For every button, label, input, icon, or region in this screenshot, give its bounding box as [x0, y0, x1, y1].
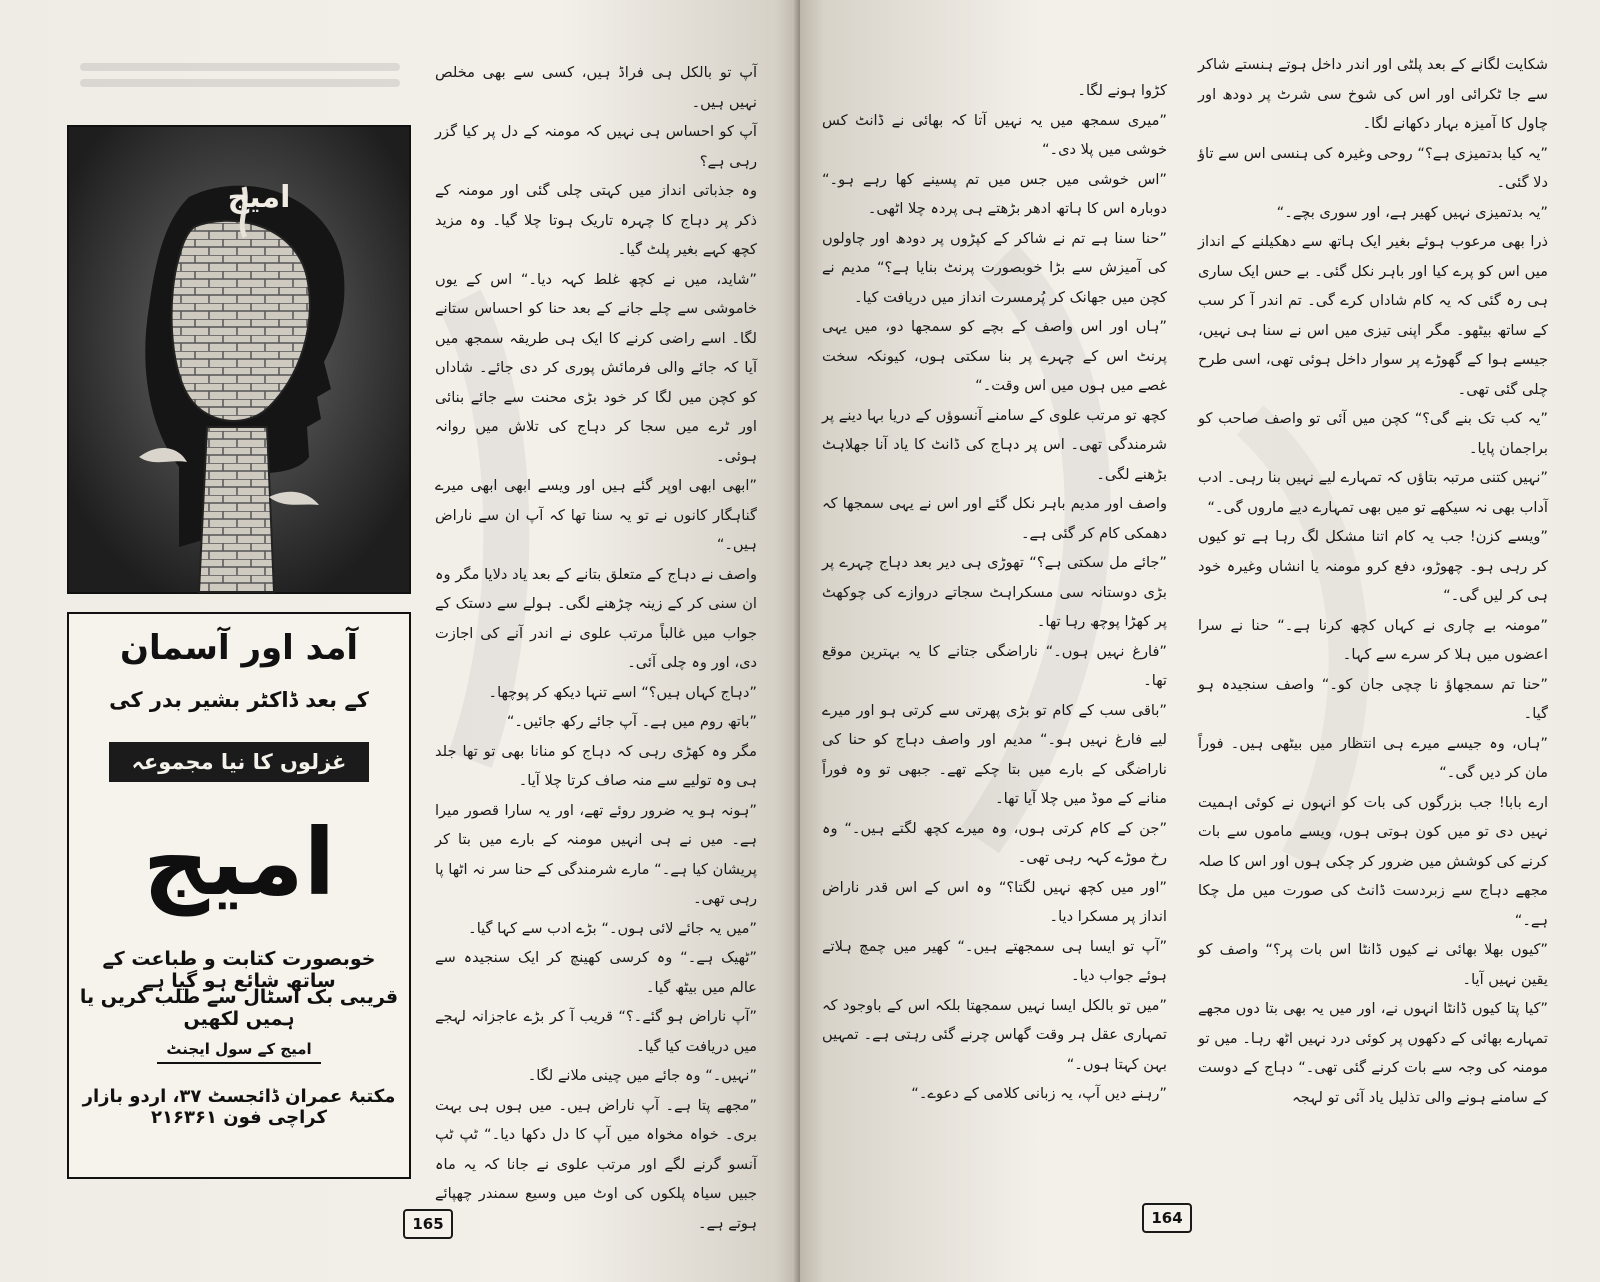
paragraph: ارے بابا! جب بزرگوں کی بات کو انہوں نے کوئی اہمیت نہیں دی تو میں کون ہوتی ہوں، ویسے ماموں سے بات کرنے کی کوشش میں ضرور کر چکی ہوں اور اس کا صلہ مجھے دہاج سے زبردست ڈانٹ کی صورت میں مل چکا ہے۔“	[1198, 793, 1548, 929]
paragraph: ذرا بھی مرعوب ہوئے بغیر ایک ہاتھ سے دھکیلنے کے انداز میں اس کو پرے کیا اور باہر نکل گئی۔ بے حس ایک ساری ہی رہ گئی کہ یہ کام شاداں کرے گی۔ تم اندر آ کر سب کے ساتھ بیٹھو۔ مگر اپنی تیزی میں اس نے سنا ہی نہیں، جیسے ہوا کے گھوڑے پر سوار داخل ہوئی تھی، اسی طرح چلی گئی تھی۔	[1198, 233, 1548, 398]
paragraph: ”اس خوشی میں جس میں تم پسینے کھا رہے ہو۔“ دوبارہ اس کا ہاتھ ادھر بڑھتے ہی پردہ چلا اٹھی۔	[822, 170, 1167, 217]
paragraph: ”آپ تو ایسا ہی سمجھتے ہیں۔“ کھیر میں چمچ ہلاتے ہوئے جواب دیا۔	[822, 937, 1167, 984]
page-165-text-column	[435, 58, 757, 1232]
faint-header-text	[80, 55, 400, 101]
page-number-165: 165	[403, 1209, 453, 1239]
paragraph: واصف نے دہاج کے متعلق بتانے کے بعد یاد دلایا مگر وہ ان سنی کر کے زینہ چڑھنے لگی۔ ہولے سے دستک کے جواب میں غالباً مرتب علوی نے اندر آنے کی اجازت دی، اور وہ چلی آئی۔	[435, 565, 757, 671]
paragraph: ”باقی سب کے کام تو بڑی پھرتی سے کرتی ہو اور میرے لیے فارغ نہیں ہو۔“ مدیم اور واصف دہاج کو حنا کی ناراضگی کے بارے میں بتا چکے تھے۔ جبھی تو وہ فوراً منانے کے موڈ میں چلا آیا تھا۔	[822, 701, 1167, 807]
ad-line-1: خوبصورت کتابت و طباعت کے ساتھ شائع ہو گیا ہے	[102, 948, 376, 992]
paragraph: آپ تو بالکل ہی فراڈ ہیں، کسی سے بھی مخلص نہیں ہیں۔	[435, 64, 757, 111]
paragraph: کچھ تو مرتب علوی کے سامنے آنسوؤں کے دریا بہا دینے پر شرمندگی تھی۔ اس پر دہاج کی ڈانٹ کا یاد آنا جھلاہٹ بڑھنے لگی۔	[822, 406, 1167, 483]
ad-line-2: قریبی بک اسٹال سے طلب کریں یا ہمیں لکھیں	[79, 986, 399, 1030]
paragraph: ”مجھے پتا ہے۔ آپ ناراض ہیں۔ میں ہوں ہی بہت بری۔ خواہ مخواہ میں آپ کا دل دکھا دیا۔“ ٹپ ٹپ آنسو گرنے لگے اور مرتب علوی نے جانا کہ یہ ماہ جبیں سیاہ پلکوں کی اوٹ میں وسیع سمندر چھپائے ہوتے ہے۔	[435, 1096, 757, 1232]
head-wall-illustration	[69, 127, 409, 592]
paragraph: ”یہ بدتمیزی نہیں کھیر ہے، اور سوری بچے۔“	[1276, 203, 1548, 221]
paragraph: واصف اور مدیم باہر نکل گئے اور اس نے یہی سمجھا کہ دھمکی کام کر گئی ہے۔	[822, 495, 1167, 542]
paragraph: شکایت لگانے کے بعد پلٹی اور اندر داخل ہوتے ہنستے شاکر سے جا ٹکرائی اور اس کی شوخ سی شرٹ پر دودھ اور چاول کا آمیزہ بہار دکھانے لگا۔	[1198, 56, 1548, 132]
paragraph: ”فارغ نہیں ہوں۔“ ناراضگی جتانے کا یہ بہترین موقع تھا۔	[822, 642, 1167, 689]
paragraph: ”ہاں، وہ جیسے میرے ہی انتظار میں بیٹھی ہیں۔ فوراً مان کر دیں گی۔“	[1198, 734, 1548, 781]
paragraph: ”آپ ناراض ہو گئے۔؟“ قریب آ کر بڑے عاجزانہ لہجے میں دریافت کیا گیا۔	[435, 1008, 757, 1055]
paragraph: ”ٹھیک ہے۔“ وہ کرسی کھینچ کر ایک سنجیدہ سے عالم میں بیٹھ گیا۔	[435, 949, 757, 996]
paragraph: ”یہ کب تک بنے گی؟“ کچن میں آئی تو واصف صاحب کو براجمان پایا۔	[1198, 410, 1548, 457]
paragraph: ”میں تو بالکل ایسا نہیں سمجھتا بلکہ اس کے باوجود کہ تمہاری عقل ہر وقت گھاس چرنے گئی رہتی ہے۔ تمہیں بہن کہتا ہوں۔“	[822, 996, 1167, 1073]
ad-publisher: مکتبۂ عمران ڈائجسٹ ۳۷، اردو بازار کراچی فون ۲۱۶۳۶۱	[82, 1086, 396, 1128]
paragraph: مگر وہ کھڑی رہی کہ دہاج کو منانا بھی تو تھا جلد ہی وہ تولیے سے منہ صاف کرتا چلا آیا۔	[435, 742, 757, 789]
ad-image-caption: امیج	[227, 180, 291, 215]
paragraph: وہ جذباتی انداز میں کہتی چلی گئی اور مومنہ کے ذکر پر دہاج کا چہرہ تاریک ہوتا چلا گیا۔ وہ مزید کچھ کہے بغیر پلٹ گیا۔	[435, 182, 757, 258]
paragraph: ”ہاں اور اس واصف کے بچے کو سمجھا دو، میں یہی پرنٹ اس کے چہرے پر بنا سکتی ہوں، کیونکہ سخت غصے میں ہوں میں اس وقت۔“	[822, 318, 1167, 394]
ad-banner: غزلوں کا نیا مجموعہ	[109, 742, 369, 782]
ad-author-line: کے بعد ڈاکٹر بشیر بدر کی	[109, 688, 369, 712]
ad-logo-text: امیج	[142, 809, 336, 916]
paragraph: ”ابھی ابھی اوپر گئے ہیں اور ویسے ابھی ابھی میرے گناہگار کانوں نے تو یہ سنا تھا کہ آپ ان سے ناراض ہیں۔“	[435, 477, 757, 553]
ad-agent-label: امیج کے سول ایجنٹ	[157, 1040, 321, 1064]
ad-title: آمد اور آسمان	[119, 628, 359, 668]
page-number-164: 164	[1142, 1203, 1192, 1233]
paragraph: ”کیوں بھلا بھائی نے کیوں ڈانٹا اس بات پر؟“ واصف کو یقین نہیں آیا۔	[1198, 941, 1548, 988]
paragraph: ”میں یہ جائے لائی ہوں۔“ بڑے ادب سے کہا گیا۔	[468, 919, 757, 937]
paragraph: ”ہونہ ہو یہ ضرور روئے تھے، اور یہ سارا قصور میرا ہے۔ میں نے ہی انہیں مومنہ کے بارے میں بتا کر پریشان کیا ہے۔“ مارے شرمندگی کے حنا سر نہ اٹھا پا رہی تھی۔	[435, 801, 757, 907]
paragraph: ”رہنے دیں آپ، یہ زبانی کلامی کے دعوے۔“	[911, 1085, 1167, 1102]
paragraph: ”اور میں کچھ نہیں لگتا؟“ وہ اس کے اس قدر ناراض انداز پر مسکرا دیا۔	[822, 878, 1167, 925]
page-164-left-column	[822, 76, 1167, 1192]
paragraph: ”نہیں کتنی مرتبہ بتاؤں کہ تمہارے لیے نہیں بنا رہی۔ ادب آداب بھی نہ سیکھے تو میں بھی تمہارے دیے ماروں گی۔“	[1198, 469, 1548, 516]
paragraph: آپ کو احساس ہی نہیں کہ مومنہ کے دل پر کیا گزر رہی ہے؟	[435, 123, 757, 170]
paragraph: ”باتھ روم میں ہے۔ آپ جائے رکھ جائیں۔“	[506, 713, 757, 730]
ad-illustration	[67, 125, 411, 594]
ad-text-box	[67, 612, 411, 1179]
paragraph: ”حنا تم سمجھاؤ نا چچی جان کو۔“ واصف سنجیدہ ہو گیا۔	[1198, 675, 1548, 722]
advertisement	[67, 125, 407, 1175]
paragraph: ”جن کے کام کرتی ہوں، وہ میرے کچھ لگتے ہیں۔“ وہ رخ موڑے کہہ رہی تھی۔	[822, 819, 1167, 866]
paragraph: ”میری سمجھ میں یہ نہیں آتا کہ بھائی نے ڈانٹ کس خوشی میں پلا دی۔“	[822, 111, 1167, 158]
paragraph: ”یہ کیا بدتمیزی ہے؟“ روحی وغیرہ کی ہنسی اس سے تاؤ دلا گئی۔	[1198, 144, 1548, 191]
paragraph: ”کیا پتا کیوں ڈانٹا انہوں نے، اور میں یہ بھی بتا دوں مجھے تمہارے بھائی کے دکھوں پر کوئی درد نہیں اٹھ رہا۔ میں تو مومنہ کی وجہ سے بات کرنے گئی تھی۔“ دہاج کے دوست کے سامنے ہونے والی تذلیل یاد آئی تو لہجہ	[1198, 1000, 1548, 1106]
paragraph: ”نہیں۔“ وہ جائے میں چینی ملانے لگا۔	[527, 1067, 757, 1084]
paragraph: ”حنا سنا ہے تم نے شاکر کے کپڑوں پر دودھ اور چاولوں کی آمیزش سے بڑا خوبصورت پرنٹ بنایا ہے؟“ مدیم نے کچن میں جھانک کر پُرمسرت انداز میں دریافت کیا۔	[822, 229, 1167, 306]
paragraph: ”مومنہ بے چاری نے کہاں کچھ کرنا ہے۔“ حنا نے سرا اعضوں میں ہلا کر سرے سے کہا۔	[1198, 616, 1548, 663]
paragraph: ”شاید، میں نے کچھ غلط کہہ دیا۔“ اس کے یوں خاموشی سے چلے جانے کے بعد حنا کو احساس ستانے لگا۔ اسے راضی کرنے کا ایک ہی طریقہ سمجھ میں آیا کہ جائے والی فرمائش پوری کر دی جائے۔ شاداں کو کچن میں لگا کر خود بڑی محنت سے جائے بنائی اور ٹرے میں سجا کر دہاج کی تلاش میں روانہ ہوئی۔	[435, 270, 757, 465]
paragraph: ”جائے مل سکتی ہے؟“ تھوڑی ہی دیر بعد دہاج چہرے پر بڑی دوستانہ سی مسکراہٹ سجاتے دروازے کی چوکھٹ پر کھڑا پوچھ رہا تھا۔	[822, 554, 1167, 630]
paragraph: ”دہاج کہاں ہیں؟“ اسے تنہا دیکھ کر پوچھا۔	[488, 683, 757, 701]
paragraph: کڑوا ہونے لگا۔	[1077, 82, 1167, 99]
paragraph: ”ویسے کزن! جب یہ کام اتنا مشکل لگ رہا ہے تو کیوں کر رہی ہو۔ چھوڑو، دفع کرو مومنہ یا انشاں وغیرہ خود ہی کر لیں گی۔“	[1198, 528, 1548, 604]
page-164-right-column	[1198, 50, 1548, 1190]
